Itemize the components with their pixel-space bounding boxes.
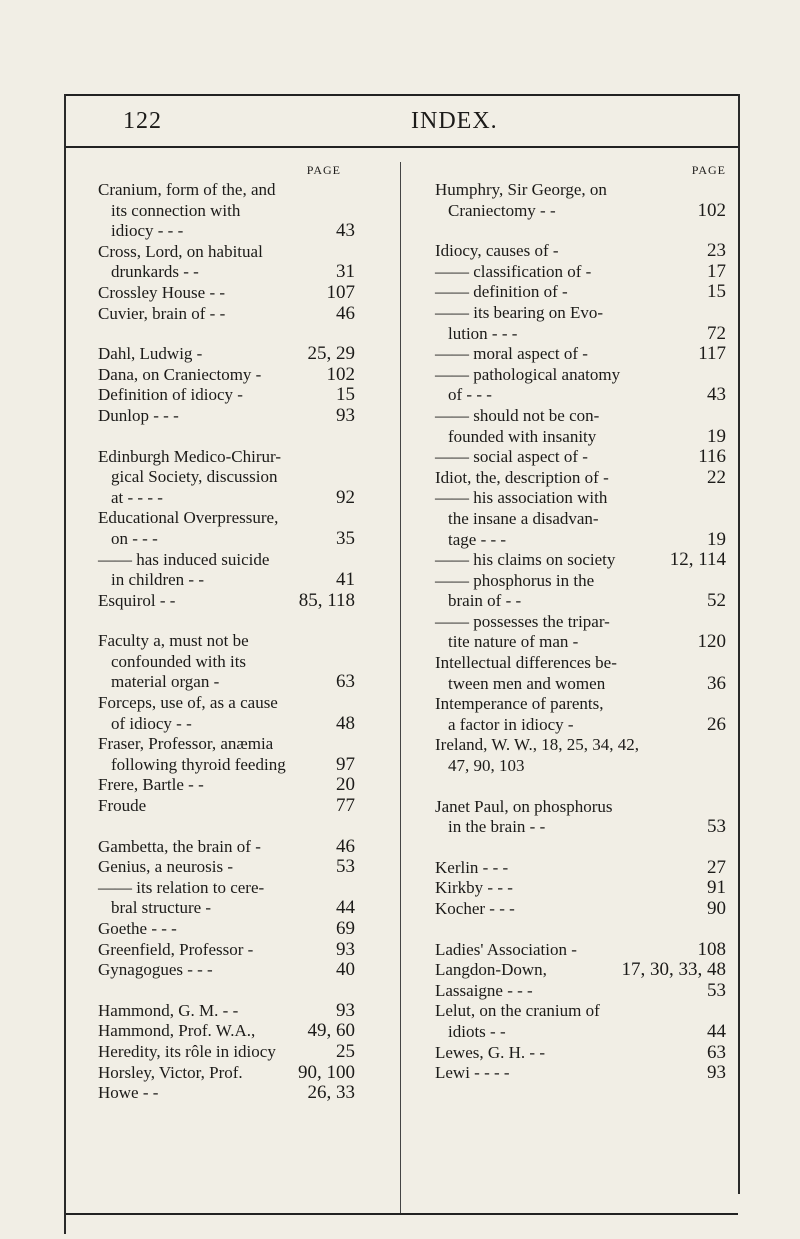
entry-line [435, 550, 726, 571]
index-entry [98, 550, 355, 591]
entry-pages: 17 [707, 260, 726, 282]
entry-text: Dana, on Craniectomy - [98, 364, 262, 384]
entry-text: its connection with [111, 200, 241, 220]
entry-text: —— should not be con- [435, 405, 600, 425]
entry-text: Goethe - - - [98, 919, 177, 938]
entry-pages: 90, 100 [298, 1061, 355, 1083]
entry-text: at - - - - [111, 487, 163, 507]
entry-pages: 108 [697, 938, 726, 960]
entry-line [435, 817, 726, 838]
index-entry [98, 1001, 355, 1022]
entry-line [435, 509, 726, 530]
entry-pages: 49, 60 [307, 1020, 355, 1042]
entry-line [98, 262, 355, 283]
index-entry [98, 960, 355, 981]
entry-pages: 19 [707, 425, 726, 447]
index-entry [435, 406, 726, 447]
entry-pages: 91 [707, 877, 726, 899]
entry-pages: 63 [707, 1041, 726, 1063]
entry-text: idiots - - [448, 1021, 506, 1041]
entry-text: tween men and women [448, 673, 606, 693]
entry-pages: 17, 30, 33, 48 [621, 959, 726, 981]
index-entry [435, 878, 726, 899]
index-entry [435, 981, 726, 1002]
index-entry [435, 1063, 726, 1084]
entry-gap [435, 920, 726, 940]
entry-text: Lassaigne - - - [435, 980, 533, 1000]
entry-line [435, 262, 726, 283]
entry-line [98, 796, 355, 817]
entry-line [435, 591, 726, 612]
index-entry [98, 406, 355, 427]
entry-text: Idiocy, causes of - [435, 241, 559, 261]
entry-text: Howe - - [98, 1083, 159, 1103]
entry-text: lution - - - [448, 323, 518, 343]
entry-pages: 26 [707, 713, 726, 735]
entry-text: Dahl, Ludwig - [98, 344, 203, 364]
entry-pages: 46 [336, 302, 355, 324]
entry-text: Langdon-Down, [435, 960, 547, 980]
entry-line [435, 715, 726, 736]
index-entry [98, 1063, 355, 1084]
entry-line [435, 344, 726, 365]
index-entry [435, 960, 726, 981]
index-entry [435, 447, 726, 468]
entry-text: Humphry, Sir George, on [435, 180, 607, 199]
entry-pages: 102 [697, 199, 726, 221]
index-entry [98, 734, 355, 775]
entry-text: Cranium, form of the, and [98, 180, 276, 199]
entry-text: Horsley, Victor, Prof. [98, 1062, 243, 1082]
index-entry [435, 735, 726, 776]
index-entry [98, 447, 355, 509]
entry-line [435, 282, 726, 303]
entry-gap [435, 838, 726, 858]
entry-line [435, 735, 726, 756]
entry-pages: 48 [336, 712, 355, 734]
entry-line [435, 488, 726, 509]
entry-line [435, 797, 726, 818]
entry-pages: 23 [707, 240, 726, 262]
entry-gap [435, 221, 726, 241]
entry-text: —— classification of - [435, 261, 592, 281]
entry-line [435, 960, 726, 981]
column-divider [400, 162, 401, 1214]
entry-line [98, 221, 355, 242]
entry-line [98, 201, 355, 222]
index-entry [98, 940, 355, 961]
entry-text: —— its bearing on Evo- [435, 302, 604, 322]
entry-text: in children - - [111, 570, 204, 590]
entry-line [435, 694, 726, 715]
entry-pages: 25, 29 [307, 343, 355, 365]
page-frame-left [64, 94, 66, 1234]
entry-line [98, 467, 355, 488]
entry-pages: 53 [707, 979, 726, 1001]
entry-gap [98, 817, 355, 837]
entry-pages: 90 [707, 898, 726, 919]
page-header [66, 108, 738, 144]
entry-pages: 93 [336, 999, 355, 1021]
entry-line [98, 898, 355, 919]
index-entry [435, 282, 726, 303]
entry-text: a factor in idiocy - [448, 714, 574, 734]
page-label-right: PAGE [691, 163, 726, 177]
entry-pages: 12, 114 [669, 549, 726, 571]
entry-text: Faculty a, must not be [98, 631, 249, 651]
index-entry [435, 303, 726, 344]
index-entry [435, 262, 726, 283]
entry-pages: 77 [336, 795, 355, 817]
entry-line [98, 1083, 355, 1104]
entry-pages: 102 [326, 363, 355, 385]
index-entry [435, 653, 726, 694]
entry-text: Intemperance of parents, [435, 694, 604, 714]
entry-line [98, 1001, 355, 1022]
entry-text: —— his association with [435, 488, 608, 508]
entry-pages: 41 [336, 569, 355, 591]
entry-text: Dunlop - - - [98, 405, 179, 425]
entry-text: Crossley House - - [98, 282, 226, 302]
entry-line [98, 529, 355, 550]
entry-line [98, 1021, 355, 1042]
index-entry [435, 180, 726, 221]
entry-text: following thyroid feeding [111, 754, 286, 774]
entry-pages: 117 [698, 343, 726, 365]
entry-text: Gynagogues - - - [98, 960, 213, 980]
entry-pages: 27 [707, 856, 726, 878]
entry-gap [98, 981, 355, 1001]
entry-text: Genius, a neurosis - [98, 857, 234, 877]
entry-text: —— moral aspect of - [435, 344, 588, 364]
index-entry [98, 1021, 355, 1042]
entry-line [98, 488, 355, 509]
entry-text: gical Society, discussion [111, 467, 278, 487]
entry-pages: 22 [707, 466, 726, 488]
index-entry [98, 857, 355, 878]
entry-pages: 107 [326, 281, 355, 303]
entry-line [98, 631, 355, 652]
entry-text: Esquirol - - [98, 590, 176, 610]
entry-line [98, 1063, 355, 1084]
entry-pages: 53 [336, 856, 355, 878]
entry-line [98, 447, 355, 468]
entry-line [98, 508, 355, 529]
entry-line [435, 940, 726, 961]
entry-text: Edinburgh Medico-Chirur- [98, 446, 282, 466]
entry-line [435, 632, 726, 653]
index-entry [98, 775, 355, 796]
entry-line [435, 468, 726, 489]
entry-line [435, 981, 726, 1002]
index-entry [435, 694, 726, 735]
entry-pages: 120 [697, 631, 726, 653]
index-entry [98, 919, 355, 940]
entry-line [435, 201, 726, 222]
index-entry [435, 1001, 726, 1042]
entry-text: of - - - [448, 385, 492, 405]
entry-text: founded with insanity [448, 426, 597, 446]
entry-text: Hammond, G. M. - - [98, 1000, 239, 1020]
entry-pages: 40 [336, 959, 355, 981]
index-entry [435, 241, 726, 262]
entry-line [98, 919, 355, 940]
index-entry [435, 1043, 726, 1064]
index-entry [98, 1083, 355, 1104]
entry-pages: 52 [707, 590, 726, 612]
entry-text: Ireland, W. W., 18, 25, 34, 42, [435, 735, 639, 755]
entry-text: Greenfield, Professor - [98, 939, 254, 959]
entry-line [98, 960, 355, 981]
entry-line [435, 612, 726, 633]
entry-pages: 25 [336, 1040, 355, 1062]
entry-gap [98, 324, 355, 344]
entry-text: bral structure - [111, 898, 212, 918]
index-entry [98, 878, 355, 919]
entry-text: Kocher - - - [435, 899, 515, 918]
entry-text: Intellectual differences be- [435, 653, 617, 673]
entry-pages: 20 [336, 774, 355, 796]
entry-line [98, 672, 355, 693]
entry-line [98, 304, 355, 325]
entry-text: —— social aspect of - [435, 447, 588, 467]
entry-text: Lewes, G. H. - - [435, 1042, 545, 1062]
entry-text: idiocy - - - [111, 221, 184, 241]
entry-text: Educational Overpressure, [98, 508, 279, 528]
entry-text: the insane a disadvan- [448, 508, 599, 528]
page-number: 122 [123, 108, 162, 134]
entry-pages: 19 [707, 528, 726, 550]
entry-line [435, 674, 726, 695]
entry-text: Janet Paul, on phosphorus [435, 796, 613, 816]
entry-line [98, 180, 355, 201]
entry-line [98, 734, 355, 755]
entry-line [435, 385, 726, 406]
index-entry [98, 180, 355, 242]
entry-text: —— definition of - [435, 282, 568, 302]
entry-text: material organ - [111, 672, 220, 692]
entry-text: 47, 90, 103 [448, 756, 525, 776]
entry-text: Cuvier, brain of - - [98, 303, 226, 323]
index-column-right [435, 162, 726, 1084]
entry-line [98, 385, 355, 406]
entry-text: brain of - - [448, 591, 522, 611]
entry-line [98, 693, 355, 714]
index-entry [435, 365, 726, 406]
entry-pages: 43 [336, 220, 355, 242]
entry-text: —— his claims on society [435, 550, 616, 570]
index-entry [98, 365, 355, 386]
entry-line [435, 1022, 726, 1043]
index-entry [435, 899, 726, 920]
entry-pages: 44 [707, 1020, 726, 1042]
index-entry [435, 571, 726, 612]
entry-line [98, 652, 355, 673]
entry-line [435, 899, 726, 920]
entry-pages: 93 [336, 938, 355, 960]
index-entry [98, 591, 355, 612]
entry-line [435, 530, 726, 551]
header-rule [66, 146, 738, 148]
entry-text: —— its relation to cere- [98, 877, 265, 897]
entry-line [435, 180, 726, 201]
entry-pages: 36 [707, 672, 726, 694]
index-entry [98, 693, 355, 734]
entry-line [435, 858, 726, 879]
entry-pages: 63 [336, 671, 355, 693]
index-entry [98, 385, 355, 406]
entry-line [435, 447, 726, 468]
entry-text: tage - - - [448, 529, 507, 549]
entry-line [435, 406, 726, 427]
index-entry [435, 550, 726, 571]
entry-text: Gambetta, the brain of - [98, 836, 261, 856]
entry-text: Kirkby - - - [435, 878, 513, 898]
entry-line [98, 365, 355, 386]
index-entry [435, 797, 726, 838]
entry-gap [435, 777, 726, 797]
index-entry [435, 344, 726, 365]
entry-text: Fraser, Professor, anæmia [98, 734, 274, 754]
entry-line [98, 755, 355, 776]
entry-pages: 26, 33 [307, 1082, 355, 1104]
entry-text: Lewi - - - - [435, 1063, 510, 1083]
index-entries-left [98, 180, 355, 1104]
entry-pages: 93 [336, 404, 355, 426]
entry-pages: 15 [707, 281, 726, 303]
footer-rule [66, 1213, 738, 1215]
entry-line [435, 324, 726, 345]
index-entry [98, 304, 355, 325]
entry-gap [98, 427, 355, 447]
entry-pages: 53 [707, 816, 726, 838]
entry-text: Hammond, Prof. W.A., [98, 1021, 256, 1041]
entry-pages: 69 [336, 918, 355, 939]
entry-text: tite nature of man - [448, 632, 579, 652]
entry-pages: 92 [336, 486, 355, 508]
index-entry [98, 344, 355, 365]
page-frame-top [66, 94, 738, 96]
index-entries-right [435, 180, 726, 1084]
entry-line [98, 242, 355, 263]
entry-line [435, 365, 726, 386]
page-title: INDEX. [411, 108, 498, 134]
entry-line [98, 1042, 355, 1063]
entry-line [435, 756, 726, 777]
entry-pages: 44 [336, 897, 355, 919]
entry-line [435, 427, 726, 448]
entry-text: Definition of idiocy - [98, 385, 243, 405]
index-entry [435, 940, 726, 961]
entry-text: —— phosphorus in the [435, 570, 595, 590]
index-entry [435, 858, 726, 879]
entry-line [98, 878, 355, 899]
entry-text: Frere, Bartle - - [98, 775, 204, 795]
entry-line [435, 571, 726, 592]
entry-text: —— possesses the tripar- [435, 611, 610, 631]
entry-gap [98, 611, 355, 631]
entry-line [98, 283, 355, 304]
entry-line [435, 878, 726, 899]
entry-line [435, 1043, 726, 1064]
entry-text: Forceps, use of, as a cause [98, 693, 278, 713]
entry-text: Froude [98, 796, 147, 816]
entry-line [98, 591, 355, 612]
entry-line [435, 303, 726, 324]
index-entry [435, 488, 726, 550]
entry-line [98, 775, 355, 796]
index-entry [98, 837, 355, 858]
entry-pages: 93 [707, 1062, 726, 1084]
entry-line [98, 857, 355, 878]
entry-line [435, 241, 726, 262]
entry-text: Idiot, the, description of - [435, 467, 609, 487]
entry-text: Lelut, on the cranium of [435, 1001, 600, 1021]
entry-line [435, 1063, 726, 1084]
entry-line [98, 406, 355, 427]
entry-text: Heredity, its rôle in idiocy [98, 1041, 276, 1061]
index-entry [98, 508, 355, 549]
entry-text: drunkards - - [111, 262, 199, 282]
entry-line [435, 653, 726, 674]
entry-line [98, 550, 355, 571]
entry-pages: 97 [336, 753, 355, 775]
entry-pages: 46 [336, 835, 355, 857]
entry-line [435, 1001, 726, 1022]
entry-pages: 116 [698, 446, 726, 468]
entry-line [98, 940, 355, 961]
page-frame-right [738, 94, 740, 1194]
index-entry [98, 283, 355, 304]
entry-pages: 85, 118 [298, 589, 355, 611]
page-label-left: PAGE [306, 163, 341, 177]
index-column-left [98, 162, 355, 1104]
entry-text: on - - - [111, 528, 158, 548]
entry-text: Cross, Lord, on habitual [98, 241, 263, 261]
index-entry [98, 796, 355, 817]
entry-text: in the brain - - [448, 817, 546, 837]
entry-text: —— pathological anatomy [435, 364, 621, 384]
index-entry [98, 631, 355, 693]
entry-text: Craniectomy - - [448, 200, 556, 220]
entry-text: Kerlin - - - [435, 857, 509, 877]
entry-pages: 72 [707, 322, 726, 344]
index-entry [98, 1042, 355, 1063]
entry-pages: 15 [336, 384, 355, 406]
entry-text: of idiocy - - [111, 713, 192, 733]
entry-line [98, 344, 355, 365]
index-entry [435, 612, 726, 653]
entry-line [98, 714, 355, 735]
index-entry [98, 242, 355, 283]
entry-line [98, 837, 355, 858]
entry-text: confounded with its [111, 651, 247, 671]
entry-text: —— has induced suicide [98, 549, 270, 569]
entry-pages: 43 [707, 384, 726, 406]
entry-line [98, 570, 355, 591]
entry-pages: 31 [336, 261, 355, 283]
entry-text: Ladies' Association - [435, 939, 577, 959]
entry-pages: 35 [336, 527, 355, 549]
index-entry [435, 468, 726, 489]
